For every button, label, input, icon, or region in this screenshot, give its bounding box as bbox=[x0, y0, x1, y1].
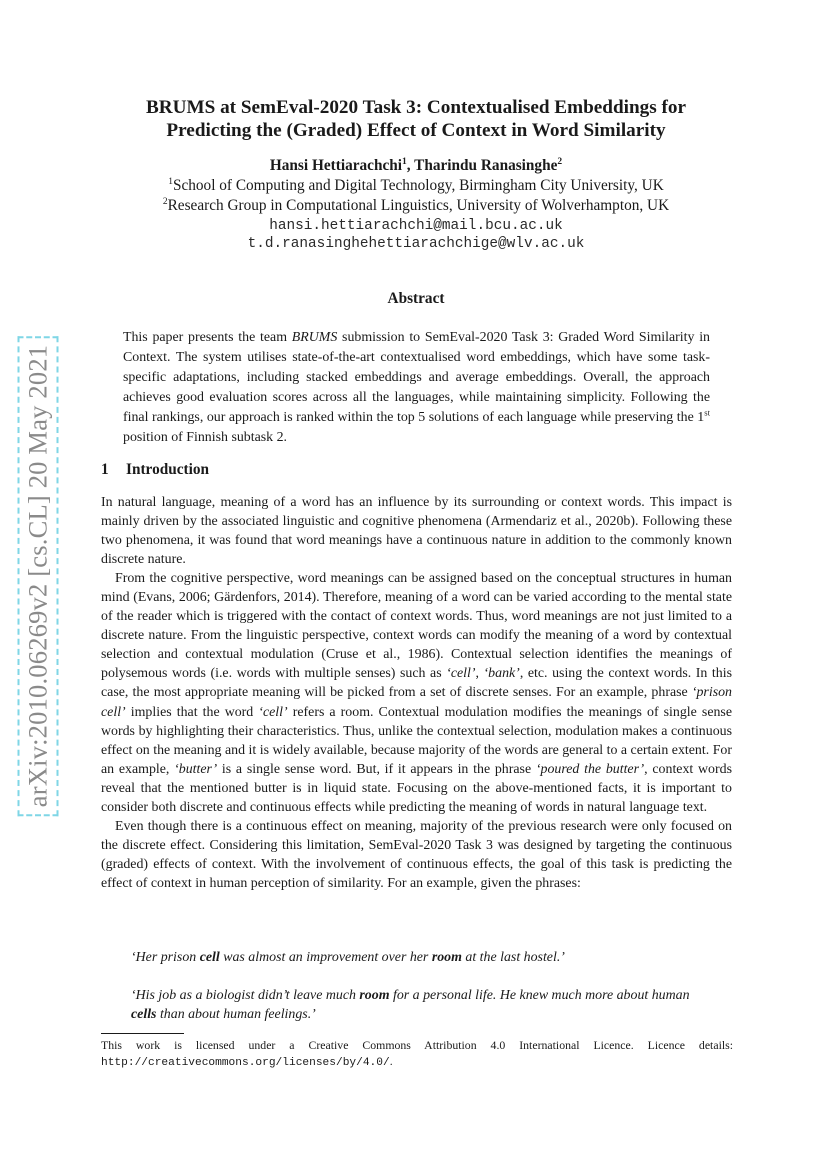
author-list bbox=[80, 157, 752, 175]
affiliation-mark: 1 bbox=[402, 156, 407, 167]
quote-text: than about human feelings.’ bbox=[156, 1007, 316, 1023]
author-separator: , bbox=[406, 157, 415, 174]
affiliation-mark: 2 bbox=[557, 156, 563, 167]
target-word: room bbox=[431, 950, 462, 965]
section-heading bbox=[101, 461, 209, 479]
arxiv-stamp bbox=[18, 322, 58, 830]
example-quote-2 bbox=[131, 986, 711, 1024]
team-name: BRUMS bbox=[291, 330, 338, 345]
example-term: ‘poured the butter’ bbox=[535, 761, 645, 777]
abstract-body bbox=[123, 328, 710, 449]
affiliation-2 bbox=[80, 197, 752, 215]
abstract-text: submission to SemEval-2020 Task 3: Graded Word Similarity in Context. The system utilises state-of-the-art contextualised word embeddings, which have some task-specific adaptations, including stacked embeddings and average embeddings. Overall, the approach achieves good evaluation scores across all the languages, while maintaining simplicity. Following the final rankings, our approach is ranked within the top 5 solutions of each language while preserving the 1 bbox=[123, 330, 710, 426]
paper-title bbox=[80, 96, 752, 142]
ordinal-suffix: st bbox=[704, 407, 710, 418]
footnote-text: This work is licensed under a Creative Commons Attribution 4.0 International Licence. Licence details: bbox=[101, 1038, 733, 1052]
example-term: ‘prison cell’ bbox=[101, 685, 732, 720]
target-word: room bbox=[359, 988, 390, 1003]
paragraph-1: In natural language, meaning of a word has an influence by its surrounding or context words. This impact is mainly driven by the associated linguistic and cognitive phenomena (Armendariz et al., 2020b). Following these two phenomena, it was found that word meanings have a continuous nature in addition to the commonly known discrete nature. bbox=[101, 495, 732, 568]
example-term: ‘cell’ bbox=[258, 704, 288, 720]
paragraph-text: implies that the word bbox=[125, 704, 259, 720]
example-term: ‘butter’ bbox=[174, 761, 218, 777]
quote-text: ‘Her prison bbox=[131, 950, 200, 965]
quote-text: at the last hostel.’ bbox=[461, 950, 565, 965]
paragraph-text: refers a room. Contextual modulation modifies the meanings of single sense words by highlighting their characteristics. Thus, unlike the contextual selection, modulation makes a continuous effect on the meaning and it is widely available, because majority of the words are general to a certain extent. For an example, bbox=[101, 704, 733, 777]
paragraph-2 bbox=[101, 569, 732, 817]
affiliation-mark: 2 bbox=[162, 196, 168, 207]
author-name: Hansi Hettiarachchi bbox=[269, 157, 403, 174]
example-term: ‘cell’ bbox=[446, 666, 476, 682]
author-name: Tharindu Ranasinghe bbox=[414, 157, 558, 174]
target-word: cells bbox=[131, 1007, 157, 1023]
email-2[interactable]: t.d.ranasinghehettiarachchige@wlv.ac.uk bbox=[247, 236, 585, 252]
affiliation-mark: 1 bbox=[168, 176, 173, 187]
license-link[interactable]: http://creativecommons.org/licenses/by/4.0/ bbox=[101, 1057, 390, 1069]
affiliation-1 bbox=[80, 177, 752, 195]
paragraph-text: , context words reveal that the mentioned butter is in liquid state. Focusing on the above-mentioned facts, it is important to consider both discrete and continuous effects while predicting the meaning of words in natural language text. bbox=[101, 761, 732, 815]
affiliation-text: School of Computing and Digital Technology, Birmingham City University, UK bbox=[172, 177, 664, 194]
title-line-2: Predicting the (Graded) Effect of Context in Word Similarity bbox=[166, 120, 666, 141]
paragraph-3: Even though there is a continuous effect on meaning, majority of the previous research were only focused on the discrete effect. Considering this limitation, SemEval-2020 Task 3 was designed by targeting the continuous (graded) effects of context. With the involvement of continuous effects, the goal of this task is predicting the effect of context in human perception of similarity. For an example, given the phrases: bbox=[101, 818, 732, 891]
abstract-heading: Abstract bbox=[387, 290, 445, 307]
paragraph-text: , bbox=[475, 666, 484, 682]
target-word: cell bbox=[199, 950, 220, 965]
arxiv-identifier[interactable]: arXiv:2010.06269v2 [cs.CL] 20 May 2021 bbox=[23, 341, 54, 811]
abstract-text: This paper presents the team bbox=[123, 330, 292, 345]
paragraph-text: From the cognitive perspective, word meanings can be assigned based on the conceptual structures in human mind (Evans, 2006; Gärdenfors, 2014). Therefore, meaning of a word can be varied according to the mental state of the reader which is triggered with the contact of context words. Thus, word meanings are not just limited to a discrete nature. From the linguistic perspective, context words can modify the meaning of a word by contextual selection and contextual modulation (Cruse et al., 1986). Contextual selection identifies the meanings of polysemous words (i.e. words with multiple senses) such as bbox=[101, 571, 732, 682]
title-line-1: BRUMS at SemEval-2020 Task 3: Contextualised Embeddings for bbox=[146, 97, 686, 118]
paragraph-text: is a single sense word. But, if it appears in the phrase bbox=[217, 761, 536, 777]
affiliation-text: Research Group in Computational Linguistics, University of Wolverhampton, UK bbox=[167, 197, 670, 214]
quote-text: for a personal life. He knew much more about human bbox=[389, 988, 690, 1003]
quote-text: ‘His job as a biologist didn’t leave much bbox=[131, 988, 360, 1003]
example-term: ‘bank’ bbox=[483, 666, 520, 682]
license-footnote bbox=[101, 1037, 733, 1071]
intro-body bbox=[101, 493, 732, 893]
email-1[interactable]: hansi.hettiarachchi@mail.bcu.ac.uk bbox=[269, 218, 563, 234]
abstract-text: position of Finnish subtask 2. bbox=[123, 430, 288, 446]
quote-text: was almost an improvement over her bbox=[219, 950, 432, 965]
section-title: Introduction bbox=[126, 461, 210, 478]
section-number: 1 bbox=[101, 461, 109, 478]
example-quote-1 bbox=[131, 948, 711, 967]
paragraph-text: , etc. using the context words. In this case, the most appropriate meaning will be picked from a set of discrete senses. For an example, phrase bbox=[101, 666, 732, 701]
footnote-text: . bbox=[389, 1054, 393, 1068]
footnote-rule bbox=[101, 1033, 184, 1034]
